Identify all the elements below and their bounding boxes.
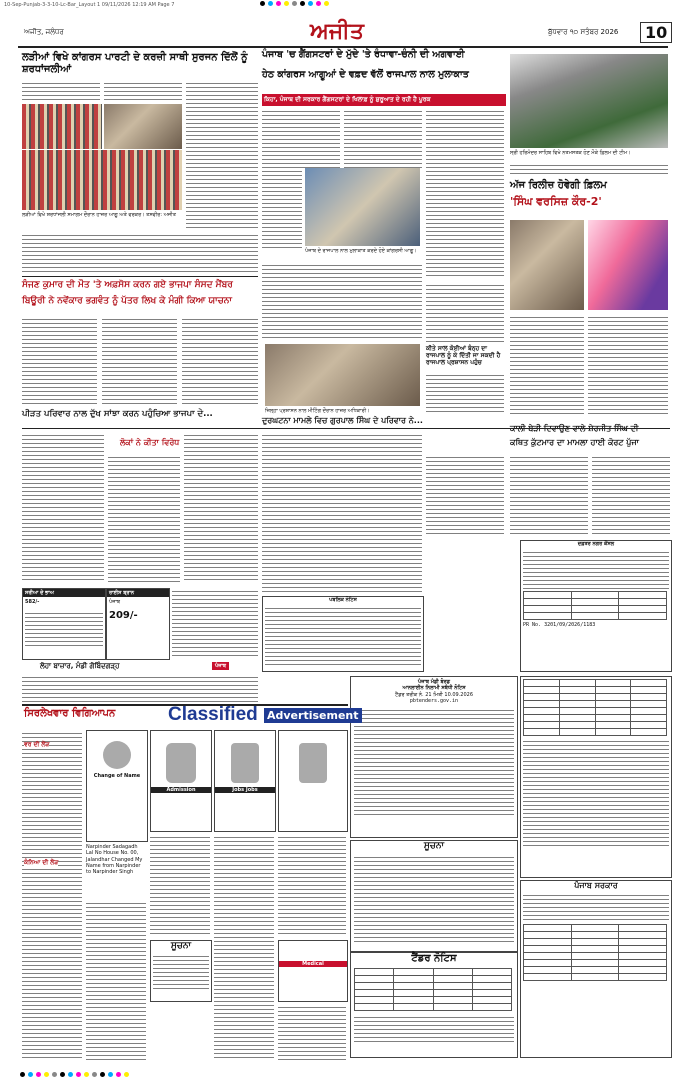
page-number: 10 (640, 22, 672, 43)
market-text (22, 674, 258, 704)
classified-left-title: ਸਿਰਲੇਖਵਾਰ ਵਿਗਿਆਪਨ (24, 708, 116, 719)
cls-col-4 (214, 834, 274, 1060)
cls-col-3 (150, 834, 210, 934)
nagar-council-notice (520, 540, 672, 672)
punjab-sarkar-notice (520, 880, 672, 1058)
medical-label-box (278, 940, 348, 1002)
story3-text-c (182, 316, 258, 406)
story1-photo-stage (104, 104, 182, 149)
tender-notice-box (350, 952, 518, 1058)
story3-headline-2: ਬਿਊਰੀ ਨੇ ਨਵੇਂਕਾਰ ਭਗਵੰਤ ਨੂੰ ਪੱਤਰ ਲਿਖ ਕੇ ਮੰਗੀ ਕਿਆ ਯਾਚਨਾ (22, 296, 232, 306)
market-price: 209/- (109, 609, 138, 621)
story4-photo (265, 344, 420, 406)
lok-headline: ਲੋਕਾਂ ਨੇ ਕੀਤਾ ਵਿਰੋਧ (120, 438, 180, 447)
classified-subtitle: Advertisement (264, 708, 362, 723)
admission-box (150, 730, 212, 832)
story1-headline: ਲੜੀਆਂ ਵਿਖੇ ਕਾਂਗਰਸ ਪਾਰਟੀ ਦੇ ਕਰਜ਼ੀ ਸਾਥੀ ਸੁਰਜਨ ਦਿੱਲੋਂ ਨੂੰ ਸ਼ਰਧਾਂਜਲੀਆਂ (22, 52, 248, 75)
soochna-title: ਸੂਚਨਾ (423, 841, 445, 851)
mandi-sub: ਆਨਲਾਈਨ ਨਿਲਾਮੀ ਸਬੰਧੀ ਨੋਟਿਸ (402, 685, 466, 692)
story1-text-d (22, 232, 258, 274)
change-of-name-box (86, 730, 148, 842)
market-title: ਲੋਹਾ ਬਾਜ਼ਾਰ, ਮੰਡੀ ਗੋਬਿੰਦਗੜ੍ਹ (40, 662, 120, 670)
jobs-label: Jobs Jobs (215, 787, 275, 793)
pr-number: PR No. 3201/09/2026/1183 (523, 622, 596, 629)
soochna-small: ਸੂਚਨਾ (170, 941, 192, 951)
mid-text-c (184, 432, 258, 582)
story3-text-b (102, 316, 177, 406)
market-label-2: ਰਾਈਸ ਬ੍ਰਾਨ (107, 589, 169, 597)
public-notice-title: ਪਬਲਿਕ ਨੋਟਿਸ (329, 597, 357, 603)
market-price-box (22, 588, 106, 660)
kali-headline-2: ਕਥਿਤ ਕੁੱਟਮਾਰ ਦਾ ਮਾਮਲਾ ਹਾਈ ਕੋਰਟ ਪੁੱਜਾ (510, 438, 639, 447)
masthead-date: ਬੁੱਧਵਾਰ ੧੦ ਸਤੰਬਰ 2026 (548, 28, 619, 36)
story2-text-c (426, 108, 504, 278)
change-of-name-label: Change of Name (93, 773, 141, 779)
film-caption: ਸ੍ਰੀ ਹਰਿਮੰਦਰ ਸਾਹਿਬ ਵਿਖੇ ਨਤਮਸਤਕ ਹੋਣ ਮੌਕੇ ਫ਼ਿਲਮ ਦੀ ਟੀਮ। (510, 150, 631, 156)
person-icon (103, 741, 131, 769)
film-caption-text (510, 162, 668, 174)
businessman-icon (231, 743, 259, 783)
story2-text-f (426, 282, 504, 342)
film-headline-2: 'ਸਿੰਘ ਵਰਸਿਜ਼ ਕੌਰ-2' (510, 195, 602, 208)
students-icon (166, 743, 196, 783)
story1-text-a (22, 80, 100, 102)
mandi-url[interactable]: pbtenders.gov.in (409, 697, 459, 704)
rice-bran-box (106, 588, 170, 660)
sample-notice: Narpinder Sadagadh Lal No House No. 00, Jalandhar Changed My Name from Narpinder to Narpinder Singh (86, 844, 143, 875)
story1-text-b (104, 80, 182, 102)
lok-text (108, 454, 180, 584)
masthead (18, 20, 668, 48)
mandi-date: ਟੈਂਡਰ ਤਰੀਕ ਨੰ. 21 ਮਿਤੀ 10.09.2026 (394, 691, 474, 698)
mandi-title: ਪੰਜਾਬ ਮੰਡੀ ਬੋਰਡ (417, 679, 451, 685)
tender-title: ਟੈਂਡਰ ਨੋਟਿਸ (411, 953, 457, 964)
film-poster (588, 220, 668, 310)
jobs-box (214, 730, 276, 832)
market-badge: ਪੰਜਾਬ (212, 662, 229, 670)
story4-footer: ਦੁਰਘਟਨਾ ਮਾਮਲੇ ਵਿਚ ਗੁਰਪਾਲ ਸਿੰਘ ਦੇ ਪਰਿਵਾਰ ਨੇ... (262, 416, 423, 425)
film-still-actor (510, 220, 584, 310)
public-notice-box (262, 596, 424, 672)
cls-matrimonial: ਵਰ ਦੀ ਲੋੜ (24, 741, 50, 748)
film-text-a (510, 314, 584, 414)
market-label-3: ਪੰਜਾਬ (109, 599, 121, 606)
story2-text-d (262, 168, 302, 248)
story4-sidebar-headline: ਕੀਤੇ ਸਾਲ ਕੋਈਆਂ ਬੰਨ੍ਹ ਦਾ ਰਾਜਪਾਲ ਨੂੰ ਕੇ ਦਿੱਤੀ ਜਾ ਸਕਦੀ ਹੈ ਰਾਜਪਾਲ ਪ੍ਰਸ਼ਾਸਨ ਪਹੁੰਚ (426, 345, 501, 366)
punjab-mandi-box (350, 676, 518, 838)
cls-col-6 (278, 1004, 346, 1060)
soochna-box (350, 840, 518, 952)
nagar-table (523, 591, 667, 620)
cls-col-5 (278, 834, 346, 934)
soochna-small-box (150, 940, 212, 1002)
medical-label: Medical (279, 961, 347, 967)
pbgov-title: ਪੰਜਾਬ ਸਰਕਾਰ (574, 881, 618, 890)
story1-text-c (186, 80, 258, 230)
doctor-icon (299, 743, 327, 783)
masthead-logo: ਅਜੀਤ (310, 18, 364, 44)
mid-text-e (172, 588, 258, 658)
story2-photo (305, 168, 420, 246)
footer-registration-marks (20, 1072, 680, 1078)
market-label-1: ਸਰੀਆ ਦੇ ਭਾਅ (23, 589, 105, 597)
market-price-2: 582/- (25, 599, 40, 606)
story2-caption: ਪੰਜਾਬ ਦੇ ਰਾਜਪਾਲ ਨਾਲ ਮੁਲਾਕਾਤ ਕਰਦੇ ਹੋਏ ਕਾਂਗਰਸੀ ਆਗੂ। (305, 248, 417, 254)
story2-headline-1: ਪੰਜਾਬ 'ਚ ਗੈਂਗਸਟਰਾਂ ਦੇ ਮੁੱਦੇ 'ਤੇ ਰੰਧਾਵਾ-ਚੰਨੀ ਦੀ ਅਗਵਾਈ (262, 49, 465, 60)
nagar-title: ਦਫ਼ਤਰ ਨਗਰ ਕੌਂਸਲ (577, 541, 615, 547)
classified-title: Classified (168, 704, 258, 725)
tender-table (354, 968, 512, 1011)
story2-text-a (262, 108, 340, 168)
story2-banner: ਕਿਹਾ, ਪੰਜਾਬ ਦੀ ਸਰਕਾਰ ਗੈਂਗਸਟਰਾਂ ਦੇ ਖਿਲਾਫ਼ ਨੂੰ ਸ਼ੁਰੂਆਤ ਦੇ ਰਹੀ ਹੈ ਪੂਰਕ (262, 94, 506, 106)
story3-footer: ਪੀੜਤ ਪਰਿਵਾਰ ਨਾਲ ਦੁੱਖ ਸਾਂਝਾ ਕਰਨ ਪਹੁੰਚਿਆ ਭਾਜਪਾ ਦੇ... (22, 409, 213, 419)
mid-text-a (22, 432, 104, 582)
kali-text-c (592, 454, 670, 534)
cls-kanya: ਕੰਨਿਆ ਦੀ ਲੋੜ (24, 859, 59, 866)
cls-col-2 (86, 900, 146, 1060)
story2-headline-2: ਹੇਠ ਕਾਂਗਰਸ ਆਗੂਆਂ ਦੇ ਵਫ਼ਦ ਵੱਲੋਂ ਰਾਜਪਾਲ ਨਾਲ ਮੁਲਾਕਾਤ (262, 69, 469, 80)
film-photo-golden-temple (510, 54, 668, 148)
story4-caption: ਜ਼ਿਲ੍ਹਾ ਪ੍ਰਸ਼ਾਸਨ ਨਾਲ ਮੀਟਿੰਗ ਦੌਰਾਨ ਹਾਜ਼ਰ ਅਧਿਕਾਰੀ। (265, 408, 370, 414)
kali-text-b (510, 454, 588, 534)
right-notice-2 (520, 676, 672, 878)
film-text-b (588, 314, 668, 414)
story3-text-a (22, 316, 97, 406)
film-headline-1: ਅੱਜ ਰਿਲੀਜ਼ ਹੋਵੇਗੀ ਫ਼ਿਲਮ (510, 180, 607, 191)
page-slug: 10-Sep-Punjab-3-3-10-Lc-Bar_Layout 1 09/11/2026 12:19 AM Page 7 (4, 2, 175, 8)
registration-marks (260, 1, 430, 7)
medical-box (278, 730, 348, 832)
admission-label: Admission (151, 787, 211, 793)
cls-col-1 (22, 730, 82, 1060)
story2-text-e (262, 262, 422, 340)
masthead-edition: ਅਜੀਤ, ਜਲੰਧਰ (24, 28, 64, 36)
story1-photo-rally (22, 104, 102, 149)
mid-text-d (262, 432, 422, 592)
story3-headline-1: ਸੰਜਣ ਕੁਮਾਰ ਦੀ ਮੌਤ 'ਤੇ ਅਫ਼ਸੋਸ ਕਰਨ ਗਏ ਭਾਜਪਾ ਸੰਸਦ ਮੈਂਬਰ (22, 280, 233, 290)
story4-sidebar-text (426, 372, 504, 412)
story2-text-b (344, 108, 422, 168)
story1-photo-crowd (22, 150, 182, 210)
kali-text-a (426, 454, 504, 534)
story1-caption: ਲੜੀਆਂ ਵਿਖੇ ਸ਼ਰਧਾਂਜਲੀ ਸਮਾਗਮ ਦੌਰਾਨ ਹਾਜ਼ਰ ਆਗੂ ਅਤੇ ਵਰਕਰ। ਤਸਵੀਰ: ਅਜੀਤ (22, 212, 176, 218)
